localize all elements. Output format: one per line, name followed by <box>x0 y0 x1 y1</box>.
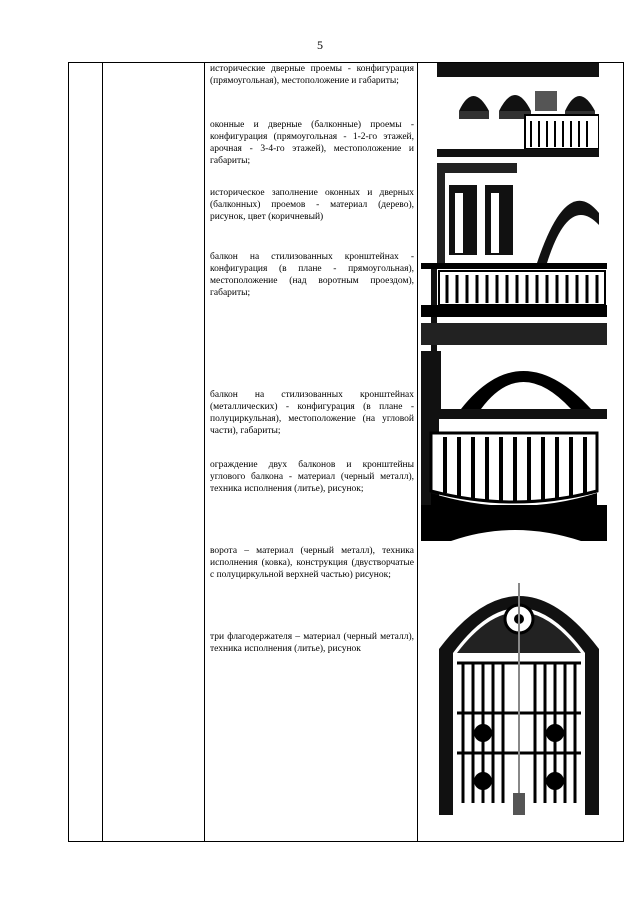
item-3-text: историческое заполнение оконных и дверных (балконных) проемов - материал (дерево), рисунок, цвет (коричневый) <box>210 188 414 222</box>
column-divider-3 <box>417 63 418 841</box>
item-1-text: исторические дверные проемы - конфигурация (прямоугольная), местоположение и габариты; <box>210 64 414 86</box>
page-number: 5 <box>317 38 323 52</box>
item-2-text: оконные и дверные (балконные) проемы - конфигурация (прямоугольная - 1-2-го этажей, арочная - 3-4-го этажей), местоположение и габариты; <box>210 120 414 166</box>
item-5-text: балкон на стилизованных кронштейнах (металлических) - конфигурация (в плане - полуциркульная), местоположение (на угловой части), габариты; <box>210 390 414 436</box>
item-4-text: балкон на стилизованных кронштейнах - конфигурация (в плане - прямоугольная), местоположение (над воротным проездом), габариты; <box>210 252 414 298</box>
column-divider-2 <box>204 63 205 841</box>
arched-gate-photo <box>435 553 603 815</box>
item-6-text: ограждение двух балконов и кронштейны углового балкона - материал (черный металл), техника исполнения (литье), рисунок; <box>210 460 414 494</box>
facade-windows-photo <box>437 63 599 263</box>
corner-balcony-photo <box>421 409 607 541</box>
table-frame <box>68 62 624 842</box>
column-divider-1 <box>102 63 103 841</box>
item-7-text: ворота – материал (черный металл), техника исполнения (ковка), конструкция (двустворчатые с полуциркульной верхней частью) рисунок; <box>210 546 414 580</box>
rectangular-balcony-photo <box>421 263 607 409</box>
item-8-text: три флагодержателя – материал (черный металл), техника исполнения (литье), рисунок <box>210 632 414 654</box>
